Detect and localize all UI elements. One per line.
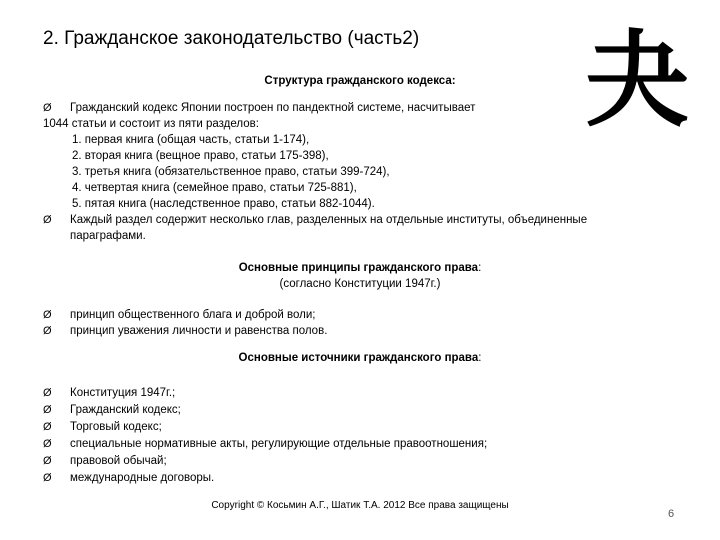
bullet-icon: Ø	[43, 421, 52, 433]
bullet-icon: Ø	[43, 309, 52, 321]
source-item: Конституция 1947г.;	[70, 387, 176, 399]
principle-item: принцип уважения личности и равенства полов.	[70, 325, 328, 337]
bullet-icon: Ø	[43, 214, 52, 226]
bullet-icon: Ø	[43, 325, 52, 337]
kanji-glyph: 夬	[585, 19, 690, 141]
source-item: специальные нормативные акты, регулирующие отдельные правоотношения;	[70, 438, 488, 450]
structure-bullet-1-cont: 1044 статьи и состоит из пяти разделов:	[43, 118, 259, 130]
book-item: 2. вторая книга (вещное право, статьи 175-398),	[72, 150, 329, 162]
structure-bullet-2: Каждый раздел содержит несколько глав, разделенных на отдельные институты, объединенные	[70, 214, 588, 226]
book-item: 4. четвертая книга (семейное право, статьи 725-881),	[72, 182, 357, 194]
book-item: 3. третья книга (обязательственное право, статьи 399-724),	[72, 166, 390, 178]
structure-heading: Структура гражданского кодекса:	[264, 75, 456, 87]
copyright-footer: Copyright © Косьмин А.Г., Шатик Т.А. 2012 Все права защищены	[211, 500, 509, 511]
bullet-icon: Ø	[43, 438, 52, 450]
source-item: Гражданский кодекс;	[70, 404, 181, 416]
bullet-icon: Ø	[43, 404, 52, 416]
page-number: 6	[668, 508, 675, 520]
bullet-icon: Ø	[43, 102, 52, 114]
book-item: 1. первая книга (общая часть, статьи 1-174),	[72, 134, 310, 146]
bullet-icon: Ø	[43, 472, 52, 484]
principles-heading: Основные принципы гражданского права:	[238, 262, 482, 274]
bullet-icon: Ø	[43, 455, 52, 467]
source-item: Торговый кодекс;	[70, 421, 162, 433]
principle-item: принцип общественного блага и доброй воли;	[70, 309, 316, 321]
structure-bullet-1: Гражданский кодекс Японии построен по пандектной системе, насчитывает	[70, 102, 476, 114]
structure-bullet-2-cont: параграфами.	[70, 230, 146, 242]
book-item: 5. пятая книга (наследственное право, статьи 882-1044).	[72, 198, 375, 210]
principles-subheading: (согласно Конституции 1947г.)	[279, 278, 441, 290]
sources-heading: Основные источники гражданского права:	[238, 352, 482, 364]
source-item: международные договоры.	[70, 472, 215, 484]
page-title: 2. Гражданское законодательство (часть2)	[43, 28, 420, 49]
source-item: правовой обычай;	[70, 455, 167, 467]
bullet-icon: Ø	[43, 387, 52, 399]
